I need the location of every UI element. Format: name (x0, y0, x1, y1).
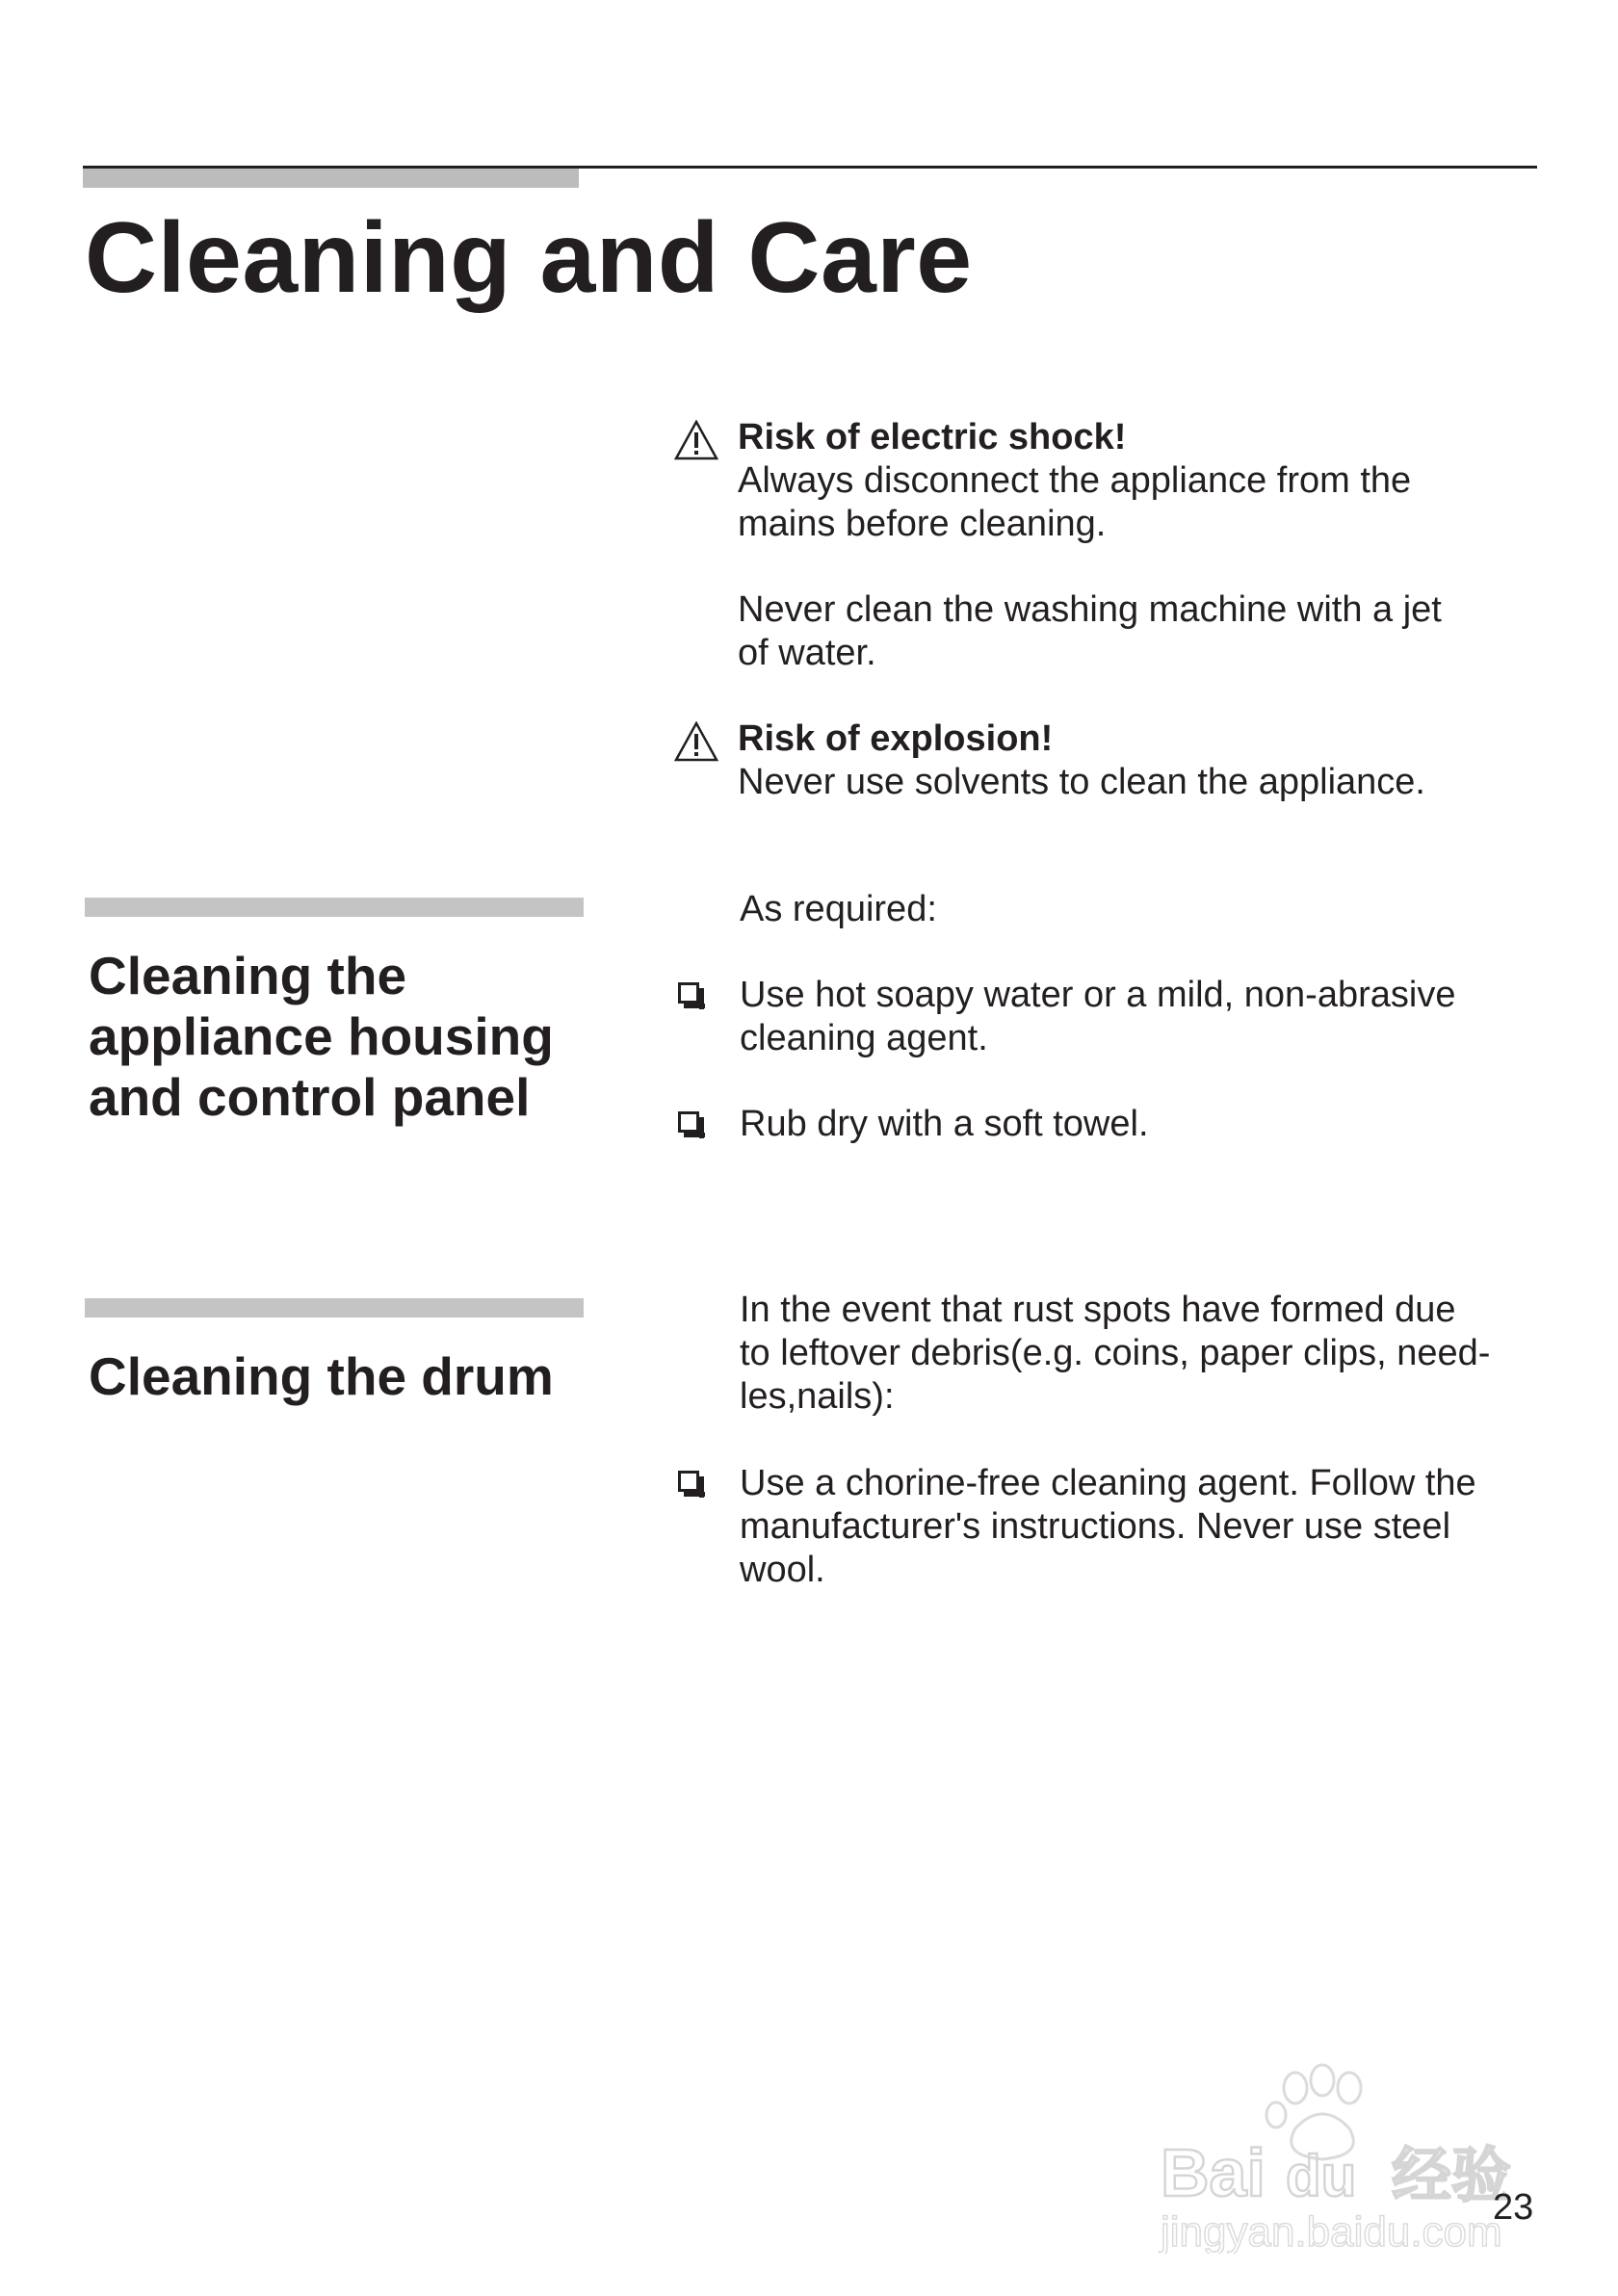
list-item-line: Use hot soapy water or a mild, non-abrasive (740, 975, 1456, 1015)
checkbox-bullet-icon (678, 1471, 699, 1492)
warning-text-line: Never use solvents to clean the appliance. (738, 762, 1425, 802)
section-intro (740, 888, 937, 931)
svg-text:jingyan.baidu.com: jingyan.baidu.com (1161, 2208, 1502, 2254)
warning-heading: Risk of explosion! (738, 718, 1054, 759)
section-heading-line: appliance housing (89, 1006, 554, 1066)
svg-text:Bai: Bai (1161, 2135, 1266, 2210)
header-accent-bar (83, 169, 579, 188)
section-heading-housing (89, 946, 554, 1128)
warning-text-line: Never clean the washing machine with a jet (738, 589, 1442, 630)
warning-text-line: mains before cleaning. (738, 504, 1107, 544)
section-divider-bar (85, 1298, 584, 1318)
section-heading-line: Cleaning the (89, 946, 407, 1005)
checkbox-bullet-icon (678, 1111, 699, 1133)
intro-line: In the event that rust spots have formed due (740, 1290, 1456, 1330)
warning-text-line: of water. (738, 633, 876, 673)
svg-text:经验: 经验 (1392, 2140, 1512, 2210)
warning-triangle-icon (674, 721, 718, 762)
intro-line: As required: (740, 889, 937, 929)
section-heading-drum (89, 1346, 554, 1407)
list-item-line: cleaning agent. (740, 1018, 988, 1058)
checkbox-bullet-icon (678, 982, 699, 1004)
section-heading-line: and control panel (89, 1067, 531, 1127)
list-item-line: Rub dry with a soft towel. (740, 1104, 1149, 1144)
intro-line: to leftover debris(e.g. coins, paper clips, need- (740, 1333, 1491, 1373)
section-divider-bar (85, 898, 584, 917)
list-item-line: wool. (740, 1550, 825, 1590)
svg-text:du: du (1286, 2144, 1357, 2208)
page-title: Cleaning and Care (85, 202, 973, 314)
warning-heading: Risk of electric shock! (738, 417, 1127, 457)
warning-triangle-icon (674, 420, 718, 460)
intro-line: les,nails): (740, 1376, 895, 1417)
section-intro (740, 1289, 1490, 1419)
warning-text-line: Always disconnect the appliance from the (738, 460, 1412, 501)
list-item-line: manufacturer's instructions. Never use steel (740, 1506, 1451, 1547)
section-heading-line: Cleaning the drum (89, 1346, 554, 1406)
baidu-watermark-logo (1151, 2061, 1536, 2254)
list-item-line: Use a chorine-free cleaning agent. Follow the (740, 1463, 1476, 1503)
page-number: 23 (1493, 2187, 1534, 2228)
baidu-paw-icon (1151, 2061, 1536, 2254)
